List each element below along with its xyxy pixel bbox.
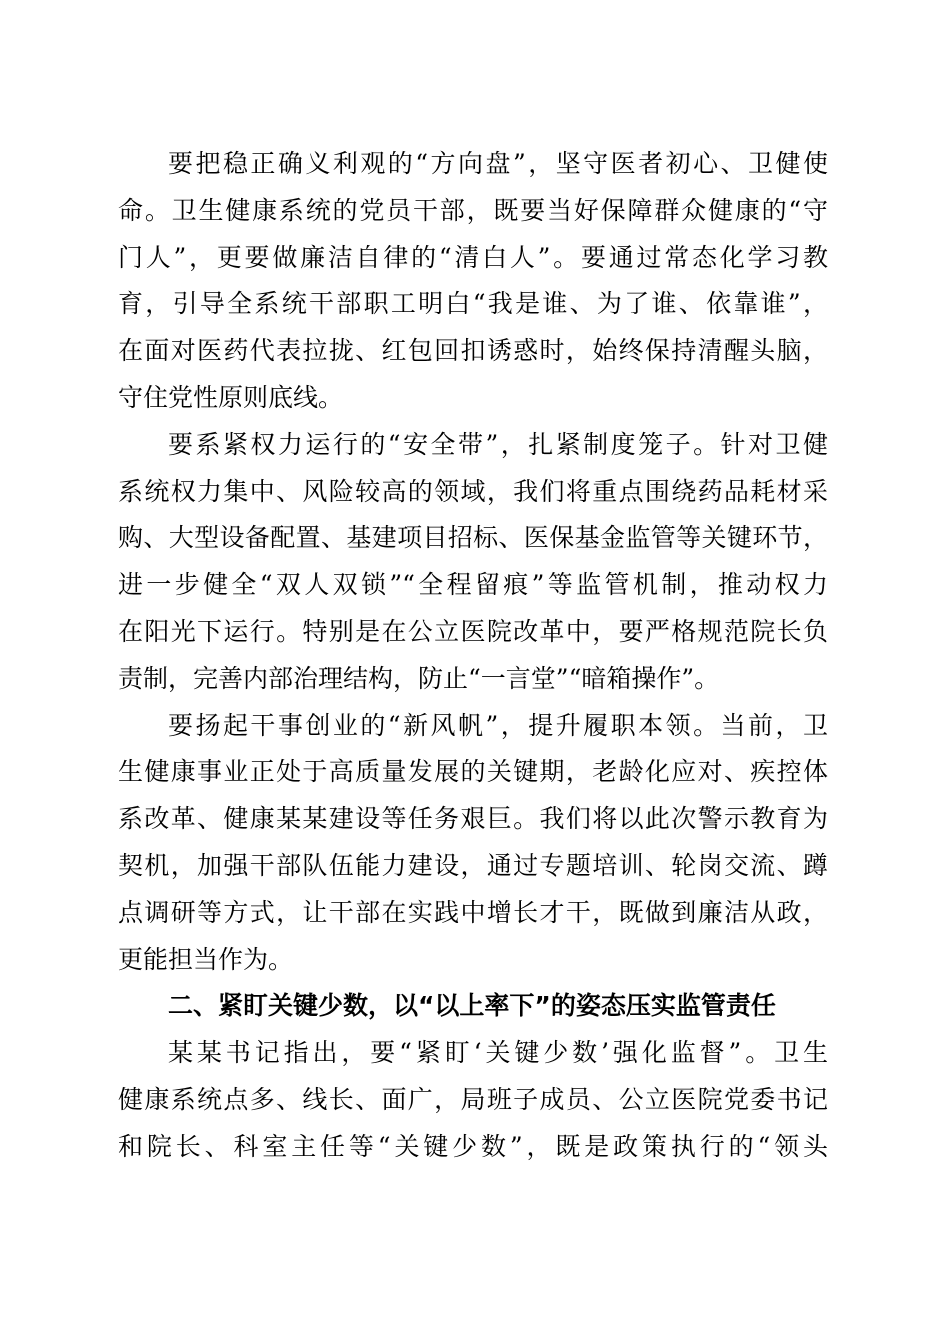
paragraph-2-line-5: 在阳光下运行。特别是在公立医院改革中，要严格规范院长负 [118, 616, 828, 646]
paragraph-4-line-3: 和院长、科室主任等“关键少数”，既是政策执行的“领头 [118, 1131, 828, 1161]
paragraph-3-line-2: 生健康事业正处于高质量发展的关键期，老龄化应对、疾控体 [118, 757, 828, 787]
paragraph-1-line-5: 在面对医药代表拉拢、红包回扣诱惑时，始终保持清醒头脑， [118, 336, 828, 366]
document-body [118, 141, 828, 1171]
paragraph-4-line-2: 健康系统点多、线长、面广，局班子成员、公立医院党委书记 [118, 1084, 828, 1114]
paragraph-4-line-1: 某某书记指出，要“紧盯‘关键少数’强化监督”。卫生 [168, 1038, 828, 1068]
paragraph-2-line-2: 系统权力集中、风险较高的领域，我们将重点围绕药品耗材采 [118, 476, 828, 506]
paragraph-1-line-1: 要把稳正确义利观的“方向盘”，坚守医者初心、卫健使 [168, 149, 828, 178]
paragraph-3-line-3: 系改革、健康某某建设等任务艰巨。我们将以此次警示教育为 [118, 804, 828, 834]
section-heading: 二、紧盯关键少数，以“以上率下”的姿态压实监管责任 [168, 991, 776, 1021]
paragraph-1-line-4: 育，引导全系统干部职工明白“我是谁、为了谁、依靠谁”， [118, 289, 828, 319]
paragraph-1-line-3: 门人”，更要做廉洁自律的“清白人”。要通过常态化学习教 [118, 242, 828, 272]
paragraph-3-line-4: 契机，加强干部队伍能力建设，通过专题培训、轮岗交流、蹲 [118, 850, 828, 880]
paragraph-2-line-4: 进一步健全“双人双锁”“全程留痕”等监管机制，推动权力 [118, 570, 828, 600]
paragraph-2-line-6: 责制，完善内部治理结构，防止“一言堂”“暗箱操作”。 [118, 663, 720, 693]
paragraph-3-line-1: 要扬起干事创业的“新风帆”，提升履职本领。当前，卫 [168, 710, 828, 740]
paragraph-1-line-2: 命。卫生健康系统的党员干部，既要当好保障群众健康的“守 [118, 195, 828, 225]
paragraph-2-line-3: 购、大型设备配置、基建项目招标、医保基金监管等关键环节， [118, 523, 828, 553]
paragraph-3-line-5: 点调研等方式，让干部在实践中增长才干，既做到廉洁从政， [118, 897, 828, 927]
paragraph-3-line-6: 更能担当作为。 [118, 944, 294, 974]
paragraph-1-line-6: 守住党性原则底线。 [118, 382, 344, 412]
paragraph-2-line-1: 要系紧权力运行的“安全带”，扎紧制度笼子。针对卫健 [168, 429, 828, 459]
